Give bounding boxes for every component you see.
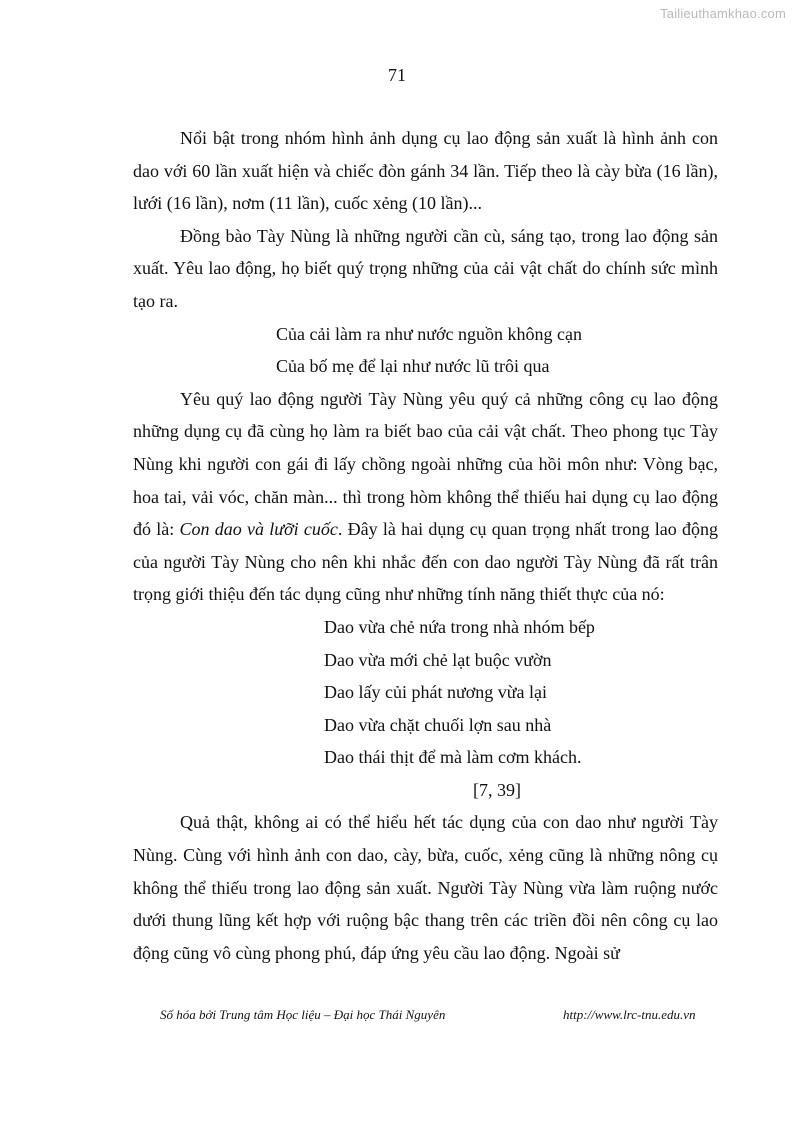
footer-source: Số hóa bởi Trung tâm Học liệu – Đại học Thái Nguyên [160,1007,446,1022]
paragraph-3 [133,383,718,611]
verse-line: Của bố mẹ để lại như nước lũ trôi qua [276,356,550,377]
footer-url: http://www.lrc-tnu.edu.vn [563,1007,696,1022]
paragraph-4: Quả thật, không ai có thể hiểu hết tác dụng của con dao như người Tày Nùng. Cùng với hình ảnh con dao, cày, bừa, cuốc, xẻng cũng là những nông cụ không thể thiếu trong lao động sản xuất. Người Tày Nùng vừa làm ruộng nước dưới thung lũng kết hợp với ruộng bậc thang trên các triền đồi nên công cụ lao động cũng vô cùng phong phú, đáp ứng yêu cầu lao động. Ngoài sử [133,812,718,963]
verse-line: Dao vừa mới chẻ lạt buộc vườn [324,649,552,670]
verse-line: Dao thái thịt để mà làm cơm khách. [324,747,582,768]
paragraph-3-text-a: Yêu quý lao động người Tày Nùng yêu quý cả những công cụ lao động những dụng cụ đã cùng họ làm ra biết bao của cải vật chất. Theo phong tục Tày Nùng khi người con gái đi lấy chồng ngoài những của hồi môn như: Vòng bạc, hoa tai, vải vóc, chăn màn... thì trong hòm không thể thiếu hai dụng cụ lao động đó là: [133,388,718,540]
verse-block-1 [133,318,718,383]
verse-line: Dao vừa chặt chuối lợn sau nhà [324,714,552,735]
verse-line: Của cải làm ra như nước nguồn không cạn [276,323,582,344]
citation: [7, 39] [473,779,521,800]
document-body [133,122,718,969]
paragraph-1: Nổi bật trong nhóm hình ảnh dụng cụ lao động sản xuất là hình ảnh con dao với 60 lần xuất hiện và chiếc đòn gánh 34 lần. Tiếp theo là cày bừa (16 lần), lưới (16 lần), nơm (11 lần), cuốc xẻng (10 lần)... [133,128,718,214]
paragraph-3-text-b: . Đây là hai dụng cụ quan trọng nhất trong lao động của người Tày Nùng cho nên khi nhắc đến con dao người Tày Nùng đã rất trân trọng giới thiệu đến tác dụng cũng như những tính năng thiết thực của nó: [133,519,718,605]
paragraph-2: Đồng bào Tày Nùng là những người cần cù, sáng tạo, trong lao động sản xuất. Yêu lao động, họ biết quý trọng những của cải vật chất do chính sức mình tạo ra. [133,225,718,311]
watermark: Tailieuthamkhao.com [660,6,786,21]
verse-line: Dao lấy củi phát nương vừa lại [324,682,547,703]
verse-line: Dao vừa chẻ nứa trong nhà nhóm bếp [324,616,595,637]
page-number: 71 [388,65,406,85]
verse-block-2 [133,611,718,774]
paragraph-3-italic: Con dao và lưỡi cuốc [179,519,338,540]
